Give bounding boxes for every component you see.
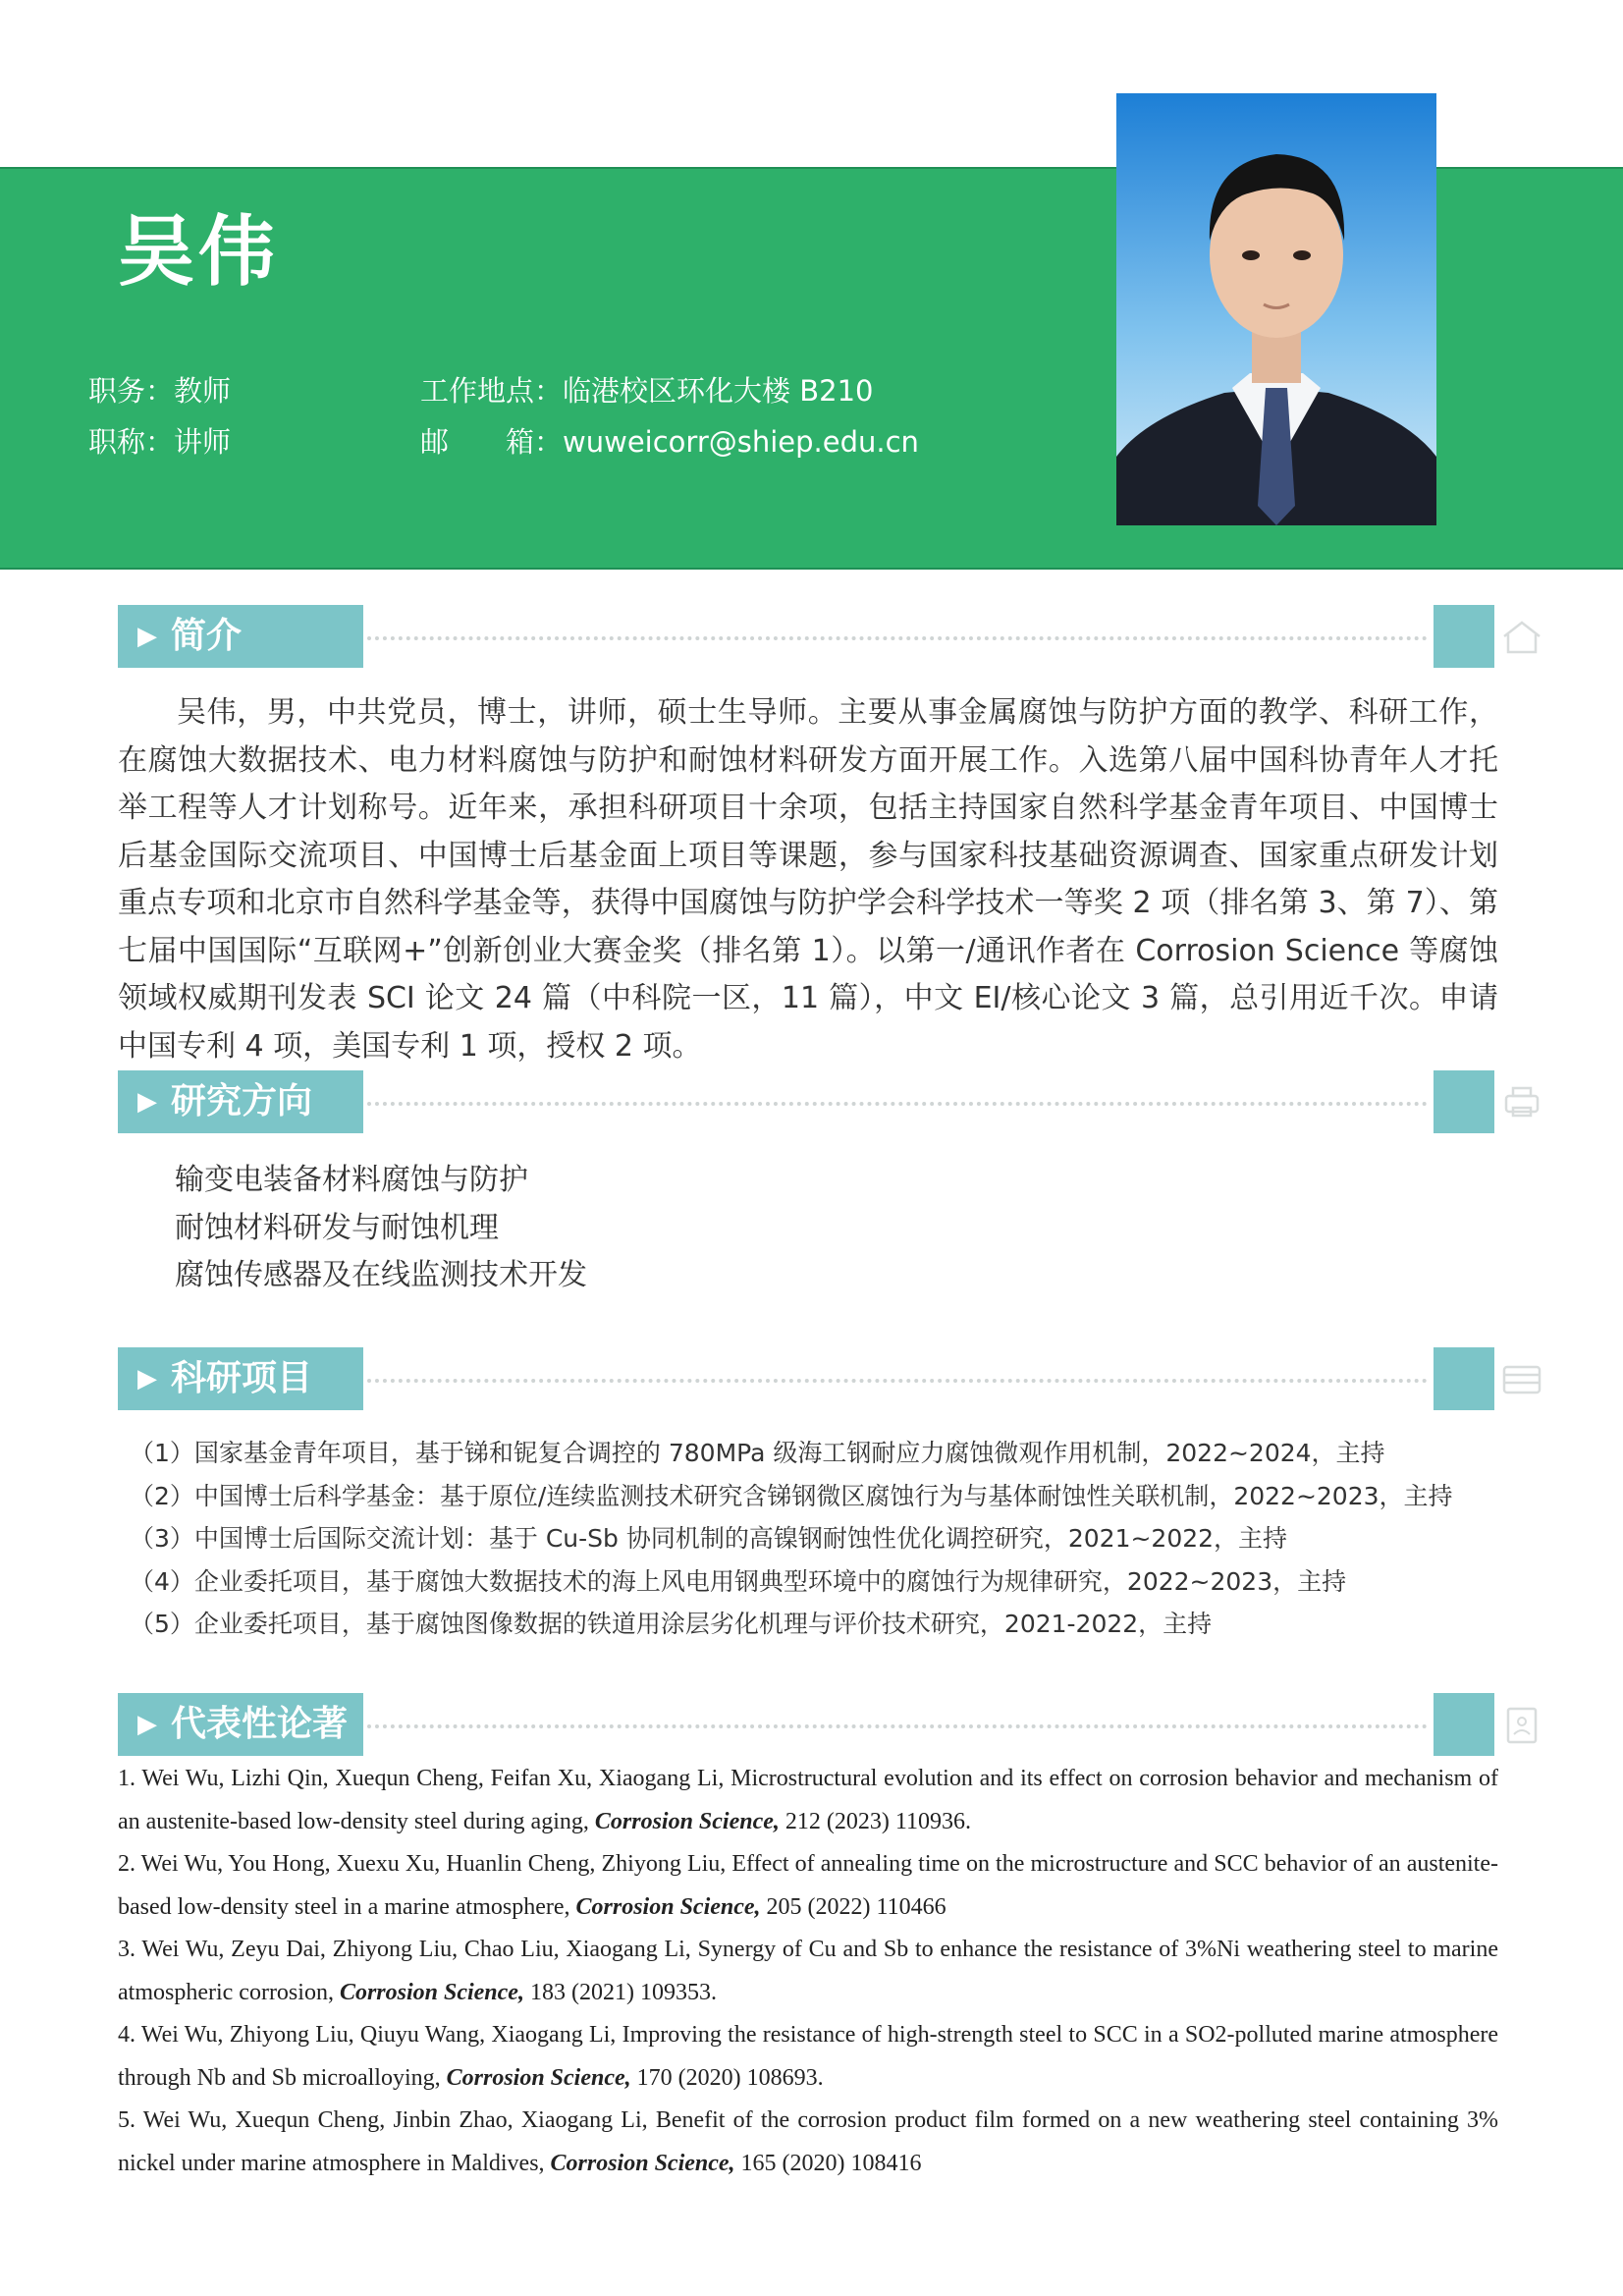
- profile-photo: [1116, 93, 1436, 525]
- email-label: 邮 箱：: [420, 425, 564, 459]
- position-label: 职务：: [88, 374, 175, 408]
- section-end-block: [1434, 1347, 1494, 1410]
- section-title-research: ▶ 研究方向: [118, 1070, 363, 1133]
- section-divider: [367, 636, 1428, 640]
- list-item: （5）企业委托项目，基于腐蚀图像数据的铁道用涂层劣化机理与评价技术研究，2021-2022，主持: [130, 1610, 1213, 1638]
- list-item: （1）国家基金青年项目，基于锑和铌复合调控的 780MPa 级海工钢耐应力腐蚀微观作用机制，2022~2024，主持: [130, 1439, 1385, 1467]
- section-title-intro: ▶ 简介: [118, 605, 363, 668]
- location-field: [420, 374, 874, 408]
- publication-item: 5. Wei Wu, Xuequn Cheng, Jinbin Zhao, Xiaogang Li, Benefit of the corrosion product film formed on a new weathering steel containing 3% nickel under marine atmosphere in Maldives, Corrosion Science, 165 (2020) 108416: [118, 2107, 1498, 2176]
- printer-icon: [1500, 1082, 1543, 1121]
- publication-item: 3. Wei Wu, Zeyu Dai, Zhiyong Liu, Chao Liu, Xiaogang Li, Synergy of Cu and Sb to enhance the resistance of 3%Ni weathering steel to marine atmospheric corrosion, Corrosion Science, 183 (2021) 109353.: [118, 1937, 1498, 2005]
- person-name: 吴伟: [118, 208, 280, 297]
- section-divider: [367, 1379, 1428, 1383]
- projects-list: [130, 1432, 1453, 1646]
- location-label: 工作地点：: [420, 374, 564, 408]
- publication-item: 2. Wei Wu, You Hong, Xuexu Xu, Huanlin Cheng, Zhiyong Liu, Effect of annealing time on the microstructure and SCC behavior of an austenite-based low-density steel in a marine atmosphere, Corrosion Science, 205 (2022) 110466: [118, 1851, 1498, 1920]
- section-end-block: [1434, 1693, 1494, 1756]
- arrow-right-icon: ▶: [137, 1364, 157, 1394]
- section-divider: [367, 1102, 1428, 1106]
- title-label: 职称：: [88, 425, 175, 459]
- list-item: 耐蚀材料研发与耐蚀机理: [175, 1210, 499, 1245]
- section-divider: [367, 1724, 1428, 1728]
- publication-item: 1. Wei Wu, Lizhi Qin, Xuequn Cheng, Feifan Xu, Xiaogang Li, Microstructural evolution and its effect on corrosion behavior and mechanism of an austenite-based low-density steel during aging, Corrosion Science, 212 (2023) 110936.: [118, 1766, 1498, 1834]
- section-end-block: [1434, 605, 1494, 668]
- section-title-projects: ▶ 科研项目: [118, 1347, 363, 1410]
- arrow-right-icon: ▶: [137, 1087, 157, 1117]
- title-value: 讲师: [174, 425, 232, 459]
- home-outline-icon: [1500, 617, 1543, 656]
- list-item: 腐蚀传感器及在线监测技术开发: [175, 1258, 587, 1292]
- title-field: [88, 425, 232, 459]
- publication-item: 4. Wei Wu, Zhiyong Liu, Qiuyu Wang, Xiaogang Li, Improving the resistance of high-strength steel to SCC in a SO2-polluted marine atmosphere through Nb and Sb microalloying, Corrosion Science, 170 (2020) 108693.: [118, 2022, 1498, 2091]
- location-value: 临港校区环化大楼 B210: [563, 374, 874, 408]
- position-field: [88, 374, 232, 408]
- section-end-block: [1434, 1070, 1494, 1133]
- position-value: 教师: [174, 374, 232, 408]
- card-icon: [1500, 1359, 1543, 1398]
- arrow-right-icon: ▶: [137, 622, 157, 651]
- list-item: （4）企业委托项目，基于腐蚀大数据技术的海上风电用钢典型环境中的腐蚀行为规律研究，2022~2023，主持: [130, 1566, 1347, 1596]
- research-list: [175, 1157, 587, 1300]
- list-item: 输变电装备材料腐蚀与防护: [175, 1163, 528, 1197]
- list-item: （2）中国博士后科学基金：基于原位/连续监测技术研究含锑钢微区腐蚀行为与基体耐蚀性关联机制，2022~2023，主持: [130, 1481, 1453, 1510]
- publications-list: [118, 1758, 1498, 2185]
- list-item: （3）中国博士后国际交流计划：基于 Cu-Sb 协同机制的高镍钢耐蚀性优化调控研究，2021~2022，主持: [130, 1524, 1288, 1553]
- document-icon: [1500, 1705, 1543, 1744]
- arrow-right-icon: ▶: [137, 1710, 157, 1739]
- intro-paragraph: 吴伟，男，中共党员，博士，讲师，硕士生导师。主要从事金属腐蚀与防护方面的教学、科研工作，在腐蚀大数据技术、电力材料腐蚀与防护和耐蚀材料研发方面开展工作。入选第八届中国科协青年人才托举工程等人才计划称号。近年来，承担科研项目十余项，包括主持国家自然科学基金青年项目、中国博士后基金国际交流项目、中国博士后基金面上项目等课题，参与国家科技基础资源调查、国家重点研发计划重点专项和北京市自然科学基金等，获得中国腐蚀与防护学会科学技术一等奖 2 项（排名第 3、第 7）、第七届中国国际“互联网+”创新创业大赛金奖（排名第 1）。以第一/通讯作者在 Corrosion Science 等腐蚀领域权威期刊发表 SCI 论文 24 篇（中科院一区，11 篇），中文 EI/核心论文 3 篇，总引用近千次。申请中国专利 4 项，美国专利 1 项，授权 2 项。: [118, 695, 1498, 1064]
- email-value[interactable]: wuweicorr@shiep.edu.cn: [563, 425, 919, 459]
- section-title-publications: ▶ 代表性论著: [118, 1693, 363, 1756]
- email-field: [420, 425, 919, 459]
